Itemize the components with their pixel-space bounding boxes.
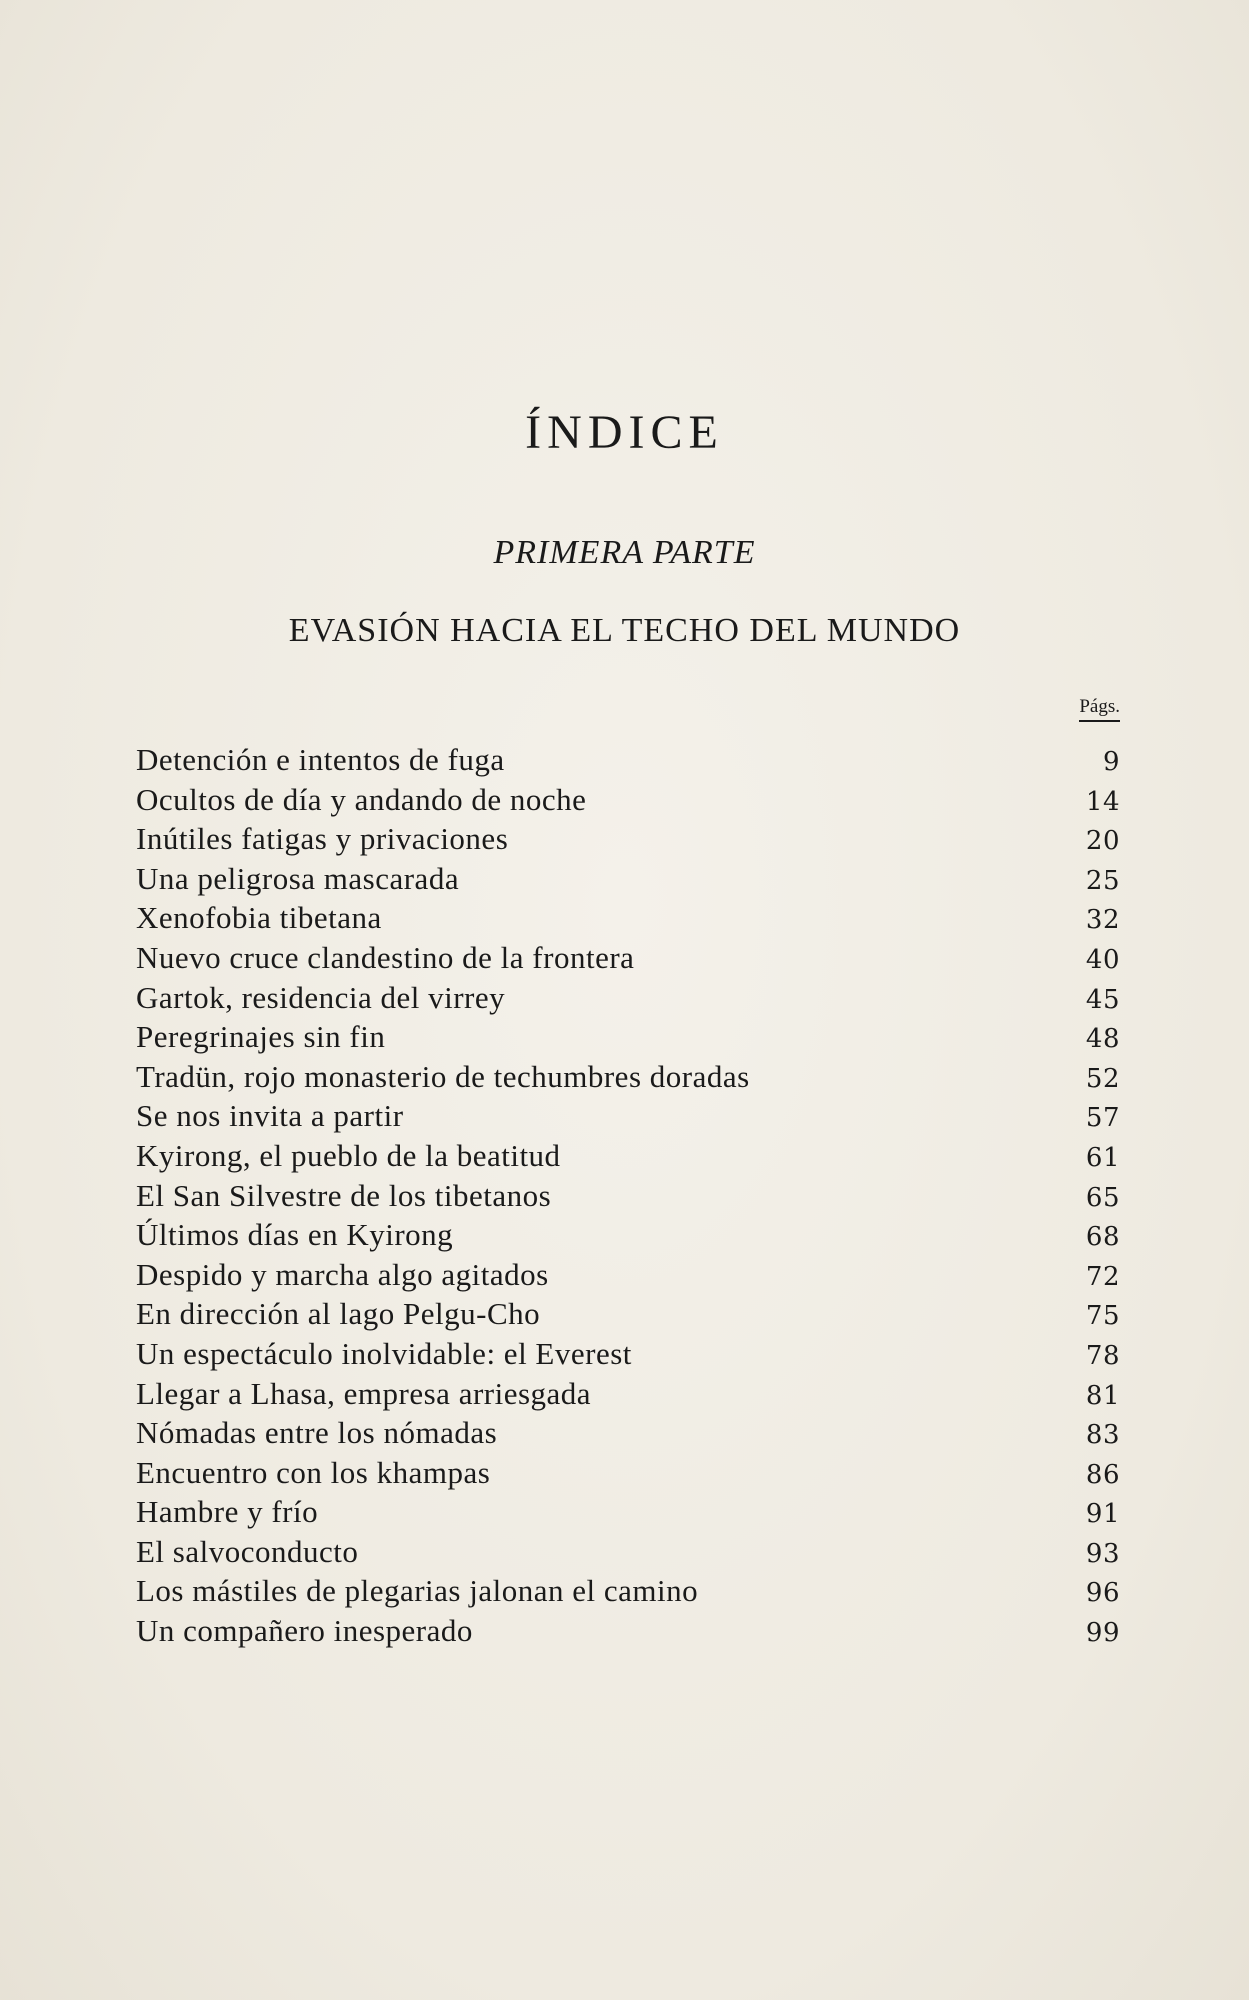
toc-entry-page: 32 xyxy=(1085,905,1120,936)
toc-entry xyxy=(136,1453,1120,1493)
toc-entry-page: 81 xyxy=(1085,1380,1120,1411)
toc-entry-page: 14 xyxy=(1085,786,1120,817)
section-heading: EVASIÓN HACIA EL TECHO DEL MUNDO xyxy=(288,612,961,649)
toc-entry-title: El San Silvestre de los tibetanos xyxy=(136,1177,552,1213)
toc-entry-title: Gartok, residencia del virrey xyxy=(136,979,506,1015)
toc-entry-page: 96 xyxy=(1085,1578,1120,1609)
toc-entry xyxy=(136,780,1120,820)
toc-entry-page: 91 xyxy=(1085,1499,1120,1530)
toc-entry-title: Peregrinajes sin fin xyxy=(136,1019,386,1055)
toc-entry xyxy=(136,1294,1120,1334)
toc-entry-title: Hambre y frío xyxy=(136,1494,319,1530)
toc-entry-page: 20 xyxy=(1085,826,1120,857)
toc-entry xyxy=(136,898,1120,938)
toc-entry-title: Un compañero inesperado xyxy=(136,1613,473,1649)
toc-entry xyxy=(136,1611,1120,1651)
toc-entry xyxy=(136,1176,1120,1216)
toc-entry-page: 78 xyxy=(1085,1340,1120,1371)
toc-entry-title: Inútiles fatigas y privaciones xyxy=(136,821,509,857)
toc-entry xyxy=(136,1492,1120,1532)
toc-entry-page: 65 xyxy=(1085,1182,1120,1213)
toc-entry-title: Ocultos de día y andando de noche xyxy=(136,781,587,817)
toc-entry-title: Un espectáculo inolvidable: el Everest xyxy=(136,1335,632,1371)
toc-entry xyxy=(136,1215,1120,1255)
toc-entry xyxy=(136,1255,1120,1295)
toc-entry-page: 48 xyxy=(1085,1024,1120,1055)
toc-entry xyxy=(136,1057,1120,1097)
toc-entry xyxy=(136,978,1120,1018)
toc-entry-title: Encuentro con los khampas xyxy=(136,1454,491,1490)
table-of-contents xyxy=(136,740,1120,1651)
toc-entry-page: 68 xyxy=(1085,1222,1120,1253)
toc-entry-page: 93 xyxy=(1085,1538,1120,1569)
toc-entry xyxy=(136,1532,1120,1572)
toc-entry xyxy=(136,1136,1120,1176)
toc-entry-page: 99 xyxy=(1085,1618,1120,1649)
toc-entry-title: Nómadas entre los nómadas xyxy=(136,1415,498,1451)
toc-entry-page: 75 xyxy=(1085,1301,1120,1332)
toc-entry-page: 25 xyxy=(1085,865,1120,896)
toc-entry xyxy=(136,859,1120,899)
toc-entry-title: Xenofobia tibetana xyxy=(136,900,382,936)
toc-entry xyxy=(136,1017,1120,1057)
toc-entry xyxy=(136,1334,1120,1374)
toc-entry-title: Detención e intentos de fuga xyxy=(136,742,505,777)
page-title: ÍNDICE xyxy=(525,406,724,459)
toc-entry-page: 40 xyxy=(1085,944,1120,975)
toc-entry-title: Kyirong, el pueblo de la beatitud xyxy=(136,1137,561,1173)
toc-entry-page: 72 xyxy=(1085,1261,1120,1292)
toc-entry-page: 57 xyxy=(1085,1103,1120,1134)
toc-entry-title: En dirección al lago Pelgu-Cho xyxy=(136,1296,541,1332)
toc-entry xyxy=(136,1413,1120,1453)
toc-entry xyxy=(136,1096,1120,1136)
toc-entry-page: 83 xyxy=(1085,1420,1120,1451)
toc-entry xyxy=(136,1374,1120,1414)
toc-entry xyxy=(136,1571,1120,1611)
toc-entry xyxy=(136,819,1120,859)
toc-entry-page: 86 xyxy=(1085,1459,1120,1490)
toc-entry-page: 61 xyxy=(1085,1142,1120,1173)
toc-entry-title: Despido y marcha algo agitados xyxy=(136,1256,549,1292)
toc-entry xyxy=(136,740,1120,780)
toc-entry-title: Nuevo cruce clandestino de la frontera xyxy=(136,939,635,975)
toc-entry-title: Una peligrosa mascarada xyxy=(136,860,460,896)
pages-column-header: Págs. xyxy=(1079,696,1120,722)
toc-entry-title: Últimos días en Kyirong xyxy=(136,1217,454,1253)
toc-entry-title: Los mástiles de plegarias jalonan el camino xyxy=(136,1573,699,1609)
toc-entry-page: 52 xyxy=(1085,1063,1120,1094)
toc-entry-title: El salvoconducto xyxy=(136,1533,359,1569)
toc-entry xyxy=(136,938,1120,978)
toc-entry-page: 45 xyxy=(1085,984,1120,1015)
toc-entry-title: Tradün, rojo monasterio de techumbres doradas xyxy=(136,1058,750,1094)
toc-entry-title: Se nos invita a partir xyxy=(136,1098,404,1134)
toc-entry-title: Llegar a Lhasa, empresa arriesgada xyxy=(136,1375,592,1411)
part-heading: PRIMERA PARTE xyxy=(493,534,756,571)
toc-entry-page: 9 xyxy=(1102,747,1120,777)
